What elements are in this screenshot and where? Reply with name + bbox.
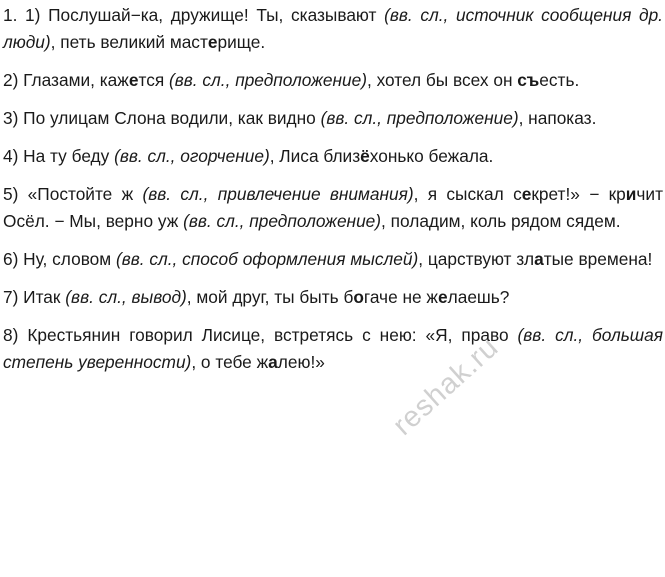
text-run: , царствуют зл [418, 249, 535, 269]
parenthetical-note: (вв. сл., предположение) [169, 70, 367, 90]
text-run: 7) Итак [3, 287, 66, 307]
text-run: , хотел бы всех он [366, 70, 518, 90]
text-run: гаче не ж [363, 287, 438, 307]
paragraph-7 [3, 284, 663, 311]
parenthetical-note: (вв. сл., предположение) [183, 211, 382, 231]
text-run: 5) «Постойте ж [3, 184, 143, 204]
parenthetical-note: (вв. сл., способ оформления мыслей) [115, 249, 419, 269]
paragraph-3 [3, 105, 663, 132]
paragraph-4 [3, 143, 663, 170]
paragraph-6 [3, 246, 663, 273]
parenthetical-note: (вв. сл., привлечение внимания) [142, 184, 414, 204]
text-run: 2) Глазами, каж [3, 70, 129, 90]
parenthetical-note: (вв. сл., вывод) [65, 287, 187, 307]
parenthetical-note: (вв. сл., источник сообщения др. люди) [3, 5, 663, 52]
text-run: 6) Ну, словом [3, 249, 116, 269]
text-run: есть. [539, 70, 580, 90]
paragraph-5 [3, 181, 663, 235]
text-run: лею!» [277, 352, 325, 372]
text-run: , мой друг, ты быть б [186, 287, 354, 307]
stressed-letter: съ [517, 70, 540, 90]
stressed-letter: е [521, 184, 532, 204]
text-run: рище. [217, 32, 266, 52]
text-run: лаешь? [447, 287, 510, 307]
stressed-letter: а [268, 352, 278, 372]
watermark-logo: reshak.ru [387, 331, 505, 442]
text-run: , напоказ. [518, 108, 597, 128]
stressed-letter: е [438, 287, 448, 307]
text-run: чит Осёл. − Мы, верно уж [3, 184, 663, 231]
text-run: хонько бежала. [369, 146, 494, 166]
text-run: , я сыскал с [413, 184, 522, 204]
text-run: 4) На ту беду [3, 146, 115, 166]
parenthetical-note: (вв. сл., большая степень уверенности) [3, 325, 663, 372]
text-run: , поладим, коль рядом сядем. [381, 211, 621, 231]
stressed-letter: а [534, 249, 544, 269]
stressed-letter: е [207, 32, 218, 52]
text-run: 8) Крестьянин говорил Лисице, встретясь с нею: «Я, право [3, 325, 518, 345]
stressed-letter: ё [360, 146, 370, 166]
parenthetical-note: (вв. сл., предположение) [320, 108, 519, 128]
document-body [3, 0, 663, 376]
text-run: тые времена! [543, 249, 653, 269]
paragraph-8 [3, 322, 663, 376]
stressed-letter: и [625, 184, 637, 204]
paragraph-1 [3, 2, 663, 56]
parenthetical-note: (вв. сл., огорчение) [114, 146, 270, 166]
text-run: , о тебе ж [191, 352, 269, 372]
text-run: , Лиса близ [269, 146, 361, 166]
text-run: 1. 1) Послушай−ка, дружище! Ты, сказывают [3, 5, 385, 25]
text-run: крет!» − кр [531, 184, 626, 204]
paragraph-2 [3, 67, 663, 94]
stressed-letter: е [128, 70, 139, 90]
text-run: , петь великий маст [50, 32, 208, 52]
stressed-letter: о [353, 287, 364, 307]
text-run: 3) По улицам Слона водили, как видно [3, 108, 321, 128]
text-run: тся [138, 70, 169, 90]
